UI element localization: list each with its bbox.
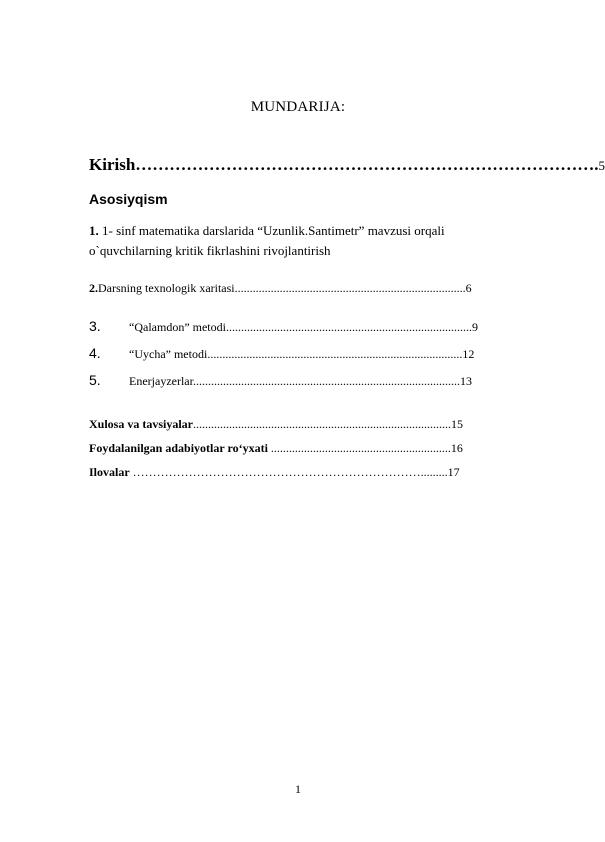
toc-leader-dots: ............................................................ [267,441,451,455]
toc-entry-label: Darsning texnologik xaritasi [98,281,235,295]
toc-leader-dots: ………………………………………………………………………. [135,155,599,174]
toc-entry-conclusion [89,417,537,432]
toc-leader-dots: ......................................................................................... [192,374,460,388]
toc-leader-dots: ............................................................................. [234,281,466,295]
toc-page-number: 6 [465,281,472,295]
toc-entry-number: 2. [89,281,98,295]
toc-page-number: 5 [598,158,605,173]
toc-entry-label: Ilovalar [89,465,130,479]
toc-entry-label: 1- sinf matematika darslarida “Uzunlik.Santimetr” mavzusi orqali [98,223,445,238]
toc-leader-dots: .................................................................................. [225,320,472,334]
toc-entry-number: 3. [89,318,101,334]
toc-entry-references [89,441,537,456]
toc-page-number: 15 [451,417,464,431]
toc-entry-label: Enerjayzerlar [129,374,193,388]
toc-entry-label: “Qalamdon” metodi [129,320,226,334]
toc-entry-label: “Uycha” metodi [129,347,208,361]
toc-entry-number: 1. [89,223,99,238]
toc-entry-label: Kirish [89,155,136,174]
toc-page-number: 13 [459,374,472,388]
toc-entry-label: Xulosa va tavsiyalar [89,417,194,431]
toc-entry-label: Foydalanilgan adabiyotlar ro‘yxati [89,441,268,455]
toc-entry-number: 4. [89,345,101,361]
toc-entry-number: 5. [89,372,101,388]
page-number: 1 [295,782,301,796]
toc-page-number: 12 [462,347,475,361]
section-heading: Asosiyqism [89,191,168,207]
toc-subentry [89,345,544,362]
toc-page-number: 9 [471,320,478,334]
toc-page-number: 17 [447,465,460,479]
toc-entry-appendices [89,465,537,480]
toc-leader-dots: ..................................................................................... [207,347,463,361]
toc-entry-1-continued: o`quvchilarning kritik fikrlashini rivojlantirish [89,243,331,258]
toc-leader-dots: ...................................................................................... [193,417,452,431]
toc-title: MUNDARIJA: [250,99,346,115]
toc-entry-1 [89,223,445,239]
toc-subentry [89,318,544,335]
toc-entry-intro [89,155,605,175]
toc-subentry [89,372,544,389]
toc-page-number: 16 [450,441,463,455]
toc-leader-dots: ………………………………………………………………......... [129,465,448,479]
toc-entry-2 [89,281,537,296]
